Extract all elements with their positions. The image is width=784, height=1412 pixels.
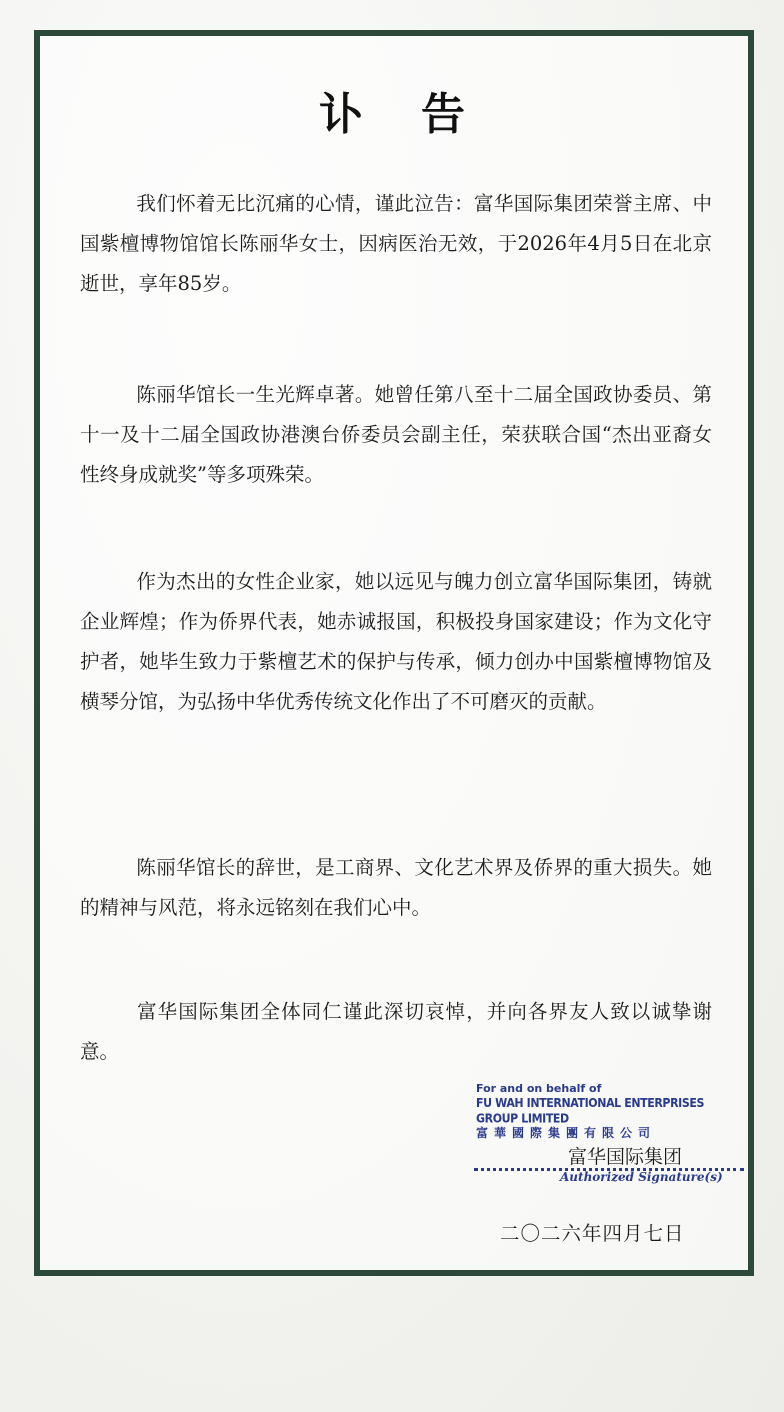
stamp-company-chinese: 富華國際集團有限公司 bbox=[476, 1126, 657, 1140]
notice-paragraph-2 bbox=[80, 375, 712, 495]
stamp-behalf-text: For and on behalf of bbox=[476, 1082, 602, 1095]
notice-paragraph-text: 陈丽华馆长一生光辉卓著。她曾任第八至十二届全国政协委员、第十一及十二届全国政协港澳台侨委员会副主任，荣获联合国“杰出亚裔女性终身成就奖”等多项殊荣。 bbox=[80, 383, 712, 486]
authorized-signature-label: Authorized Signature(s) bbox=[560, 1170, 723, 1184]
notice-title: 讣告 bbox=[319, 89, 523, 140]
notice-paragraph-1 bbox=[80, 184, 712, 304]
company-seal-stamp bbox=[476, 1082, 746, 1142]
notice-paragraph-5 bbox=[80, 992, 712, 1072]
notice-paragraph-text: 陈丽华馆长的辞世，是工商界、文化艺术界及侨界的重大损失。她的精神与风范，将永远铭刻在我们心中。 bbox=[80, 856, 712, 919]
notice-paragraph-text: 作为杰出的女性企业家，她以远见与魄力创立富华国际集团，铸就企业辉煌；作为侨界代表，她赤诚报国，积极投身国家建设；作为文化守护者，她毕生致力于紫檀艺术的保护与传承，倾力创办中国紫檀博物馆及横琴分馆，为弘扬中华优秀传统文化作出了不可磨灭的贡献。 bbox=[80, 570, 712, 713]
notice-paragraph-4 bbox=[80, 848, 712, 928]
stamp-company-english: FU WAH INTERNATIONAL ENTERPRISES GROUP LIMITED bbox=[476, 1096, 705, 1126]
signature-company-name: 富华国际集团 bbox=[568, 1146, 683, 1168]
notice-paragraph-text: 我们怀着无比沉痛的心情，谨此泣告：富华国际集团荣誉主席、中国紫檀博物馆馆长陈丽华女士，因病医治无效，于2026年4月5日在北京逝世，享年85岁。 bbox=[80, 192, 712, 295]
notice-paragraph-3 bbox=[80, 562, 712, 722]
notice-date: 二〇二六年四月七日 bbox=[500, 1222, 685, 1245]
notice-paragraph-text: 富华国际集团全体同仁谨此深切哀悼，并向各界友人致以诚挚谢意。 bbox=[80, 1000, 712, 1063]
